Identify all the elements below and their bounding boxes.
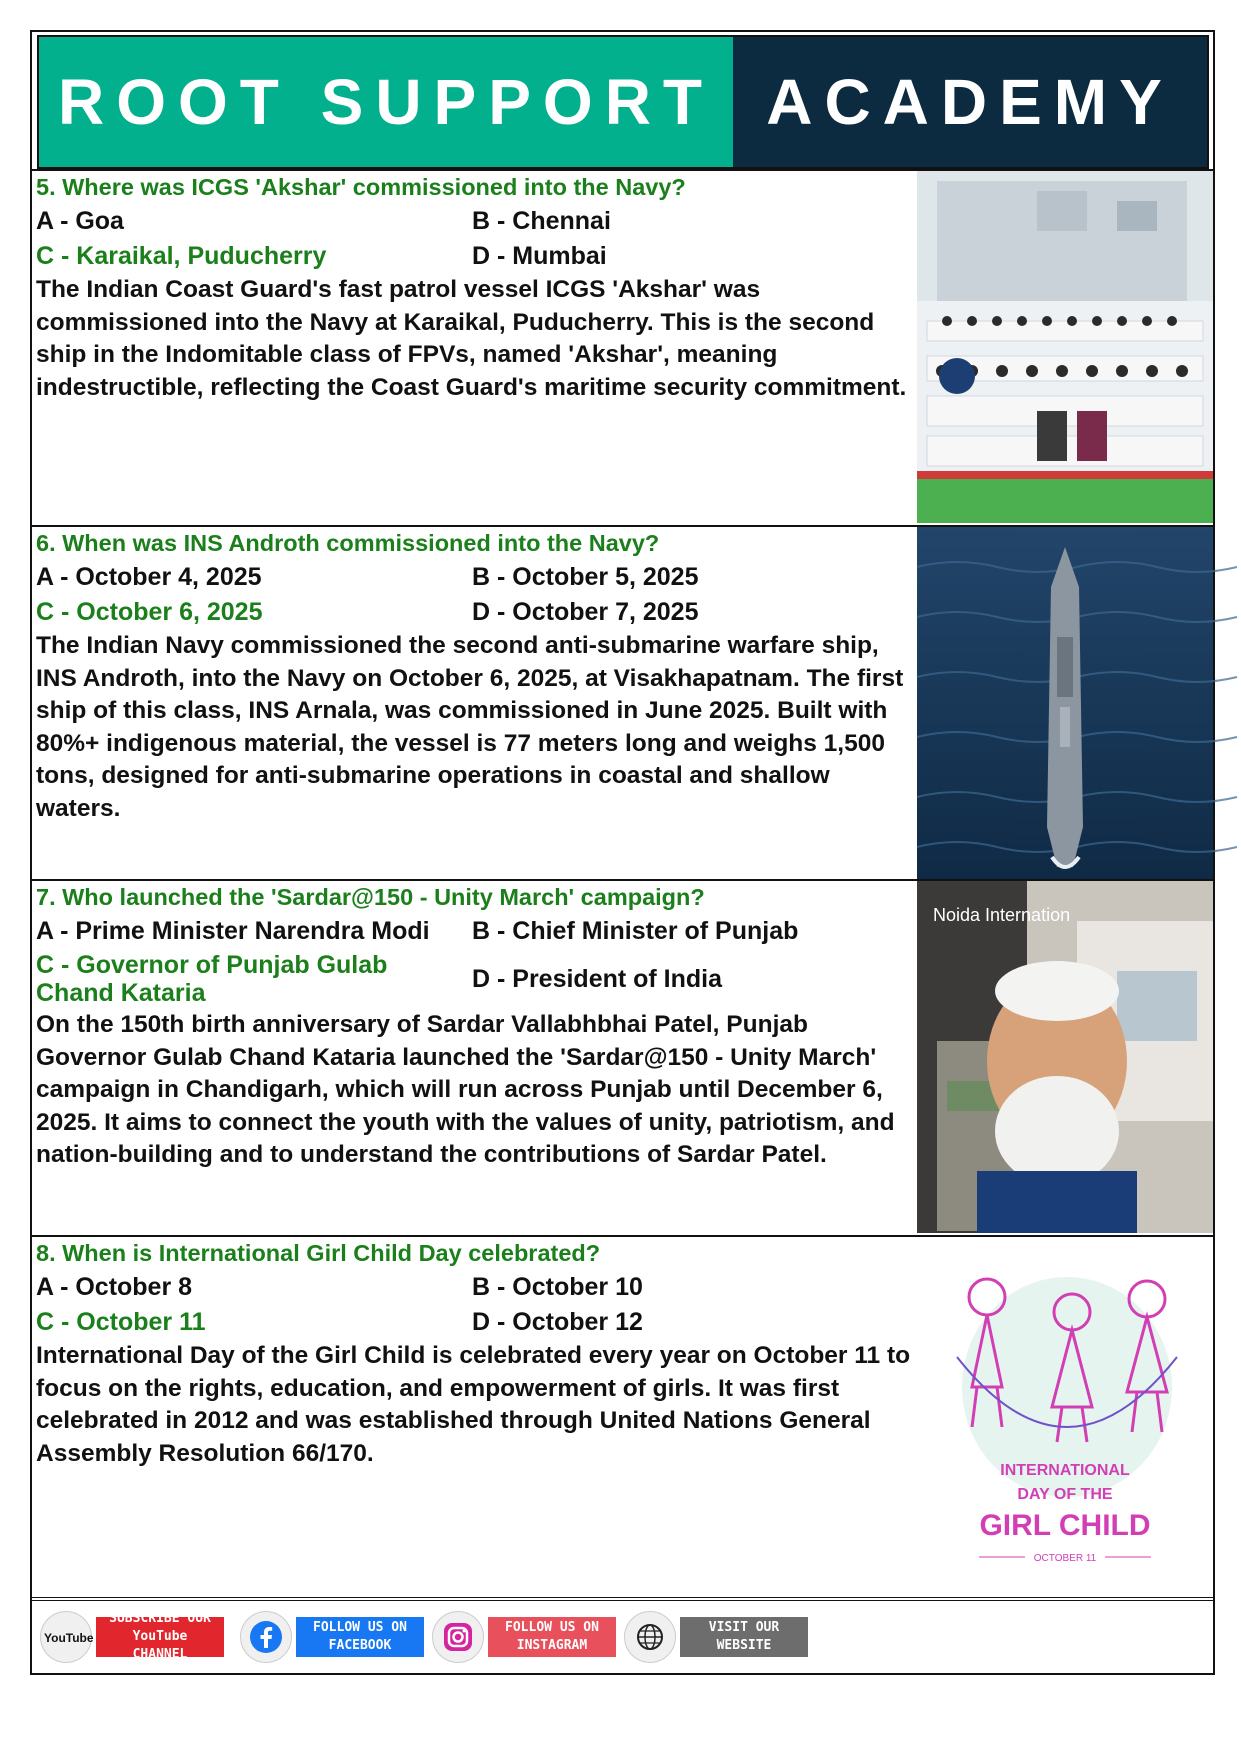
option-c-correct: C - October 11 — [36, 1308, 206, 1336]
question-block-5 — [32, 169, 1213, 525]
sign-text: Noida Internation — [933, 905, 1071, 925]
poster-title-line2: DAY OF THE — [1017, 1486, 1113, 1503]
instagram-link[interactable] — [432, 1615, 616, 1659]
option-d: D - Mumbai — [472, 242, 607, 270]
poster-date: OCTOBER 11 — [1033, 1553, 1097, 1564]
explanation: The Indian Navy commissioned the second anti-submarine warfare ship, INS Androth, into the Navy on October 6, 2025, at Visakhapatnam. The first ship of this class, INS Arnala, was commissioned in June 2025. Built with 80%+ indigenous material, the vessel is 77 meters long and weighs 1,500 tons, designed for anti-submarine operations in coastal and shallow waters. — [36, 632, 904, 822]
option-d: D - President of India — [472, 964, 723, 993]
question-title: 5. Where was ICGS 'Akshar' commissioned into the Navy? — [36, 174, 686, 200]
instagram-icon — [432, 1611, 484, 1663]
website-line2: WEBSITE — [716, 1638, 772, 1653]
svg-text:YouTube: YouTube — [44, 1631, 94, 1645]
explanation: On the 150th birth anniversary of Sardar Vallabhbhai Patel, Punjab Governor Gulab Chand Kataria launched the 'Sardar@150 - Unity March' campaign in Chandigarh, which will run across Punjab until December 6, 2025. It aims to connect the youth with the values of unity, patriotism, and nation-building and to understand the contributions of Sardar Patel. — [36, 1011, 895, 1168]
header-brand-right: ACADEMY — [733, 37, 1207, 167]
question-text-area — [36, 881, 916, 1172]
option-b: B - Chief Minister of Punjab — [472, 917, 799, 945]
question-title: 6. When was INS Androth commissioned into the Navy? — [36, 530, 660, 556]
question-block-7 — [32, 879, 1213, 1235]
option-b: B - October 5, 2025 — [472, 563, 699, 591]
girl-child-day-poster — [917, 1237, 1213, 1595]
question-text-area — [36, 527, 916, 825]
page-frame — [30, 30, 1215, 1675]
question-title: 7. Who launched the 'Sardar@150 - Unity March' campaign? — [36, 884, 705, 910]
option-a: A - Prime Minister Narendra Modi — [36, 917, 430, 945]
youtube-line1: SUBSCRIBE OUR — [109, 1611, 211, 1626]
option-b: B - October 10 — [472, 1273, 643, 1301]
poster-title-line1: INTERNATIONAL — [1000, 1462, 1130, 1479]
option-c-correct: C - Governor of Punjab Gulab Chand Kataria — [36, 951, 388, 1007]
academy-header — [37, 35, 1209, 169]
facebook-icon — [240, 1611, 292, 1663]
option-a: A - October 8 — [36, 1273, 193, 1301]
question-title: 8. When is International Girl Child Day celebrated? — [36, 1240, 601, 1266]
warship-sea-photo — [917, 527, 1213, 879]
facebook-tag — [296, 1617, 424, 1657]
options-grid — [36, 204, 916, 274]
youtube-line2: YouTube CHANNEL — [132, 1629, 188, 1662]
instagram-line2: INSTAGRAM — [516, 1638, 588, 1653]
option-d: D - October 12 — [472, 1308, 643, 1336]
explanation: The Indian Coast Guard's fast patrol vessel ICGS 'Akshar' was commissioned into the Navy at Karaikal, Puducherry. This is the second ship in the Indomitable class of FPVs, named 'Akshar', meaning indestructible, reflecting the Coast Guard's maritime security commitment. — [36, 276, 907, 401]
option-c-correct: C - Karaikal, Puducherry — [36, 242, 327, 270]
instagram-tag — [488, 1617, 616, 1657]
question-block-6 — [32, 525, 1213, 879]
website-link[interactable] — [624, 1615, 808, 1659]
poster-title-line3: GIRL CHILD — [979, 1509, 1151, 1542]
options-grid — [36, 914, 916, 1009]
navy-ceremony-photo — [917, 171, 1213, 523]
website-line1: VISIT OUR — [708, 1620, 780, 1635]
instagram-line1: FOLLOW US ON — [505, 1620, 599, 1635]
explanation: International Day of the Girl Child is celebrated every year on October 11 to focus on the rights, education, and empowerment of girls. It was first celebrated in 2012 and was established through United Nations General Assembly Resolution 66/170. — [36, 1342, 911, 1467]
header-brand-left: ROOT SUPPORT — [39, 37, 733, 167]
option-c-correct: C - October 6, 2025 — [36, 598, 263, 626]
website-tag — [680, 1617, 808, 1657]
facebook-line1: FOLLOW US ON — [313, 1620, 407, 1635]
question-text-area — [36, 171, 916, 404]
option-a: A - October 4, 2025 — [36, 563, 262, 591]
option-b: B - Chennai — [472, 207, 611, 235]
options-grid — [36, 1270, 916, 1340]
facebook-link[interactable] — [240, 1615, 424, 1659]
social-footer — [32, 1597, 1213, 1675]
youtube-icon — [40, 1611, 92, 1663]
globe-icon — [624, 1611, 676, 1663]
options-grid — [36, 560, 916, 630]
youtube-link[interactable] — [40, 1611, 224, 1662]
option-a: A - Goa — [36, 207, 124, 235]
option-d: D - October 7, 2025 — [472, 598, 699, 626]
question-block-8 — [32, 1235, 1213, 1597]
facebook-line2: FACEBOOK — [328, 1638, 392, 1653]
leader-portrait-photo — [917, 881, 1213, 1233]
youtube-tag — [96, 1611, 224, 1662]
question-text-area — [36, 1237, 916, 1470]
